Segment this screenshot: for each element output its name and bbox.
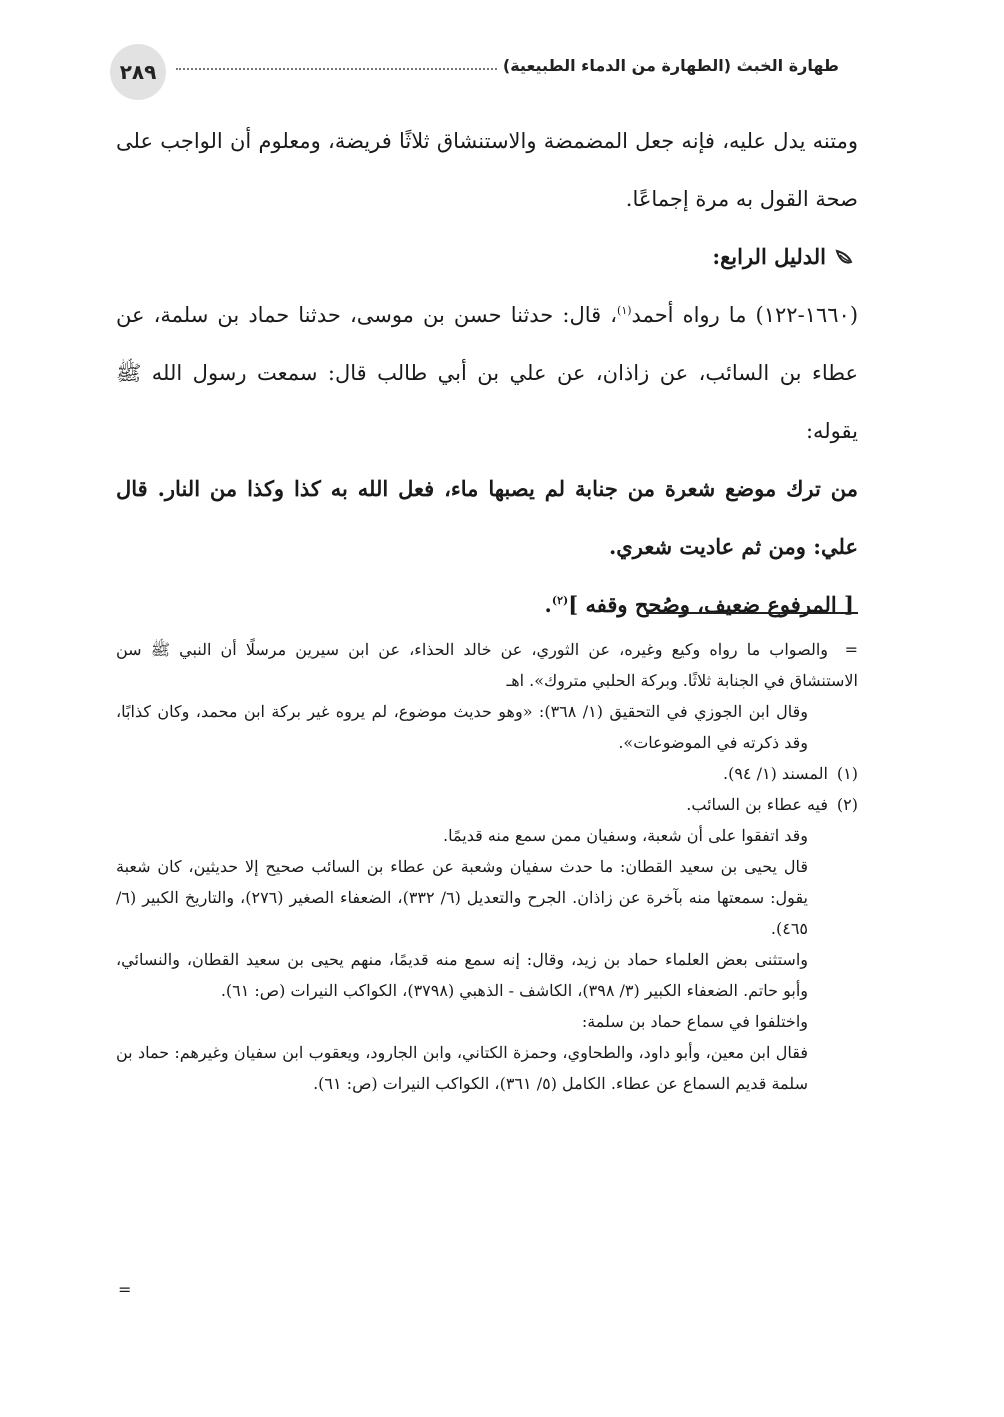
footnotes (116, 634, 858, 1099)
footnote-text: والصواب ما رواه وكيع وغيره، عن الثوري، عن خالد الحذاء، عن ابن سيرين مرسلًا أن النبي ﷺ سن الاستنشاق في الجنابة ثلاثًا. وبركة الحلبي متروك». اهـ (116, 640, 858, 690)
footnote-ref-1: (١) (617, 304, 632, 317)
section-heading-text: الدليل الرابع: (712, 244, 826, 269)
footnote-continuation-line (116, 634, 858, 696)
footnote-separator (646, 612, 858, 614)
hadith-grade (116, 576, 858, 634)
hadith-text: من ترك موضع شعرة من جنابة لم يصبها ماء، فعل الله به كذا وكذا من النار. قال علي: ومن ثم عاديت شعري. (116, 476, 858, 559)
paragraph-1: ومتنه يدل عليه، فإنه جعل المضمضة والاستنشاق ثلاثًا فريضة، ومعلوم أن الواجب على صحة القول به مرة إجماعًا. (116, 129, 858, 211)
paragraph-2-start: (١٦٦٠-١٢٢) ما رواه أحمد (631, 303, 859, 327)
page-number: ٢٨٩ (110, 44, 166, 100)
footnote-line: وقد اتفقوا على أن شعبة، وسفيان ممن سمع منه قديمًا. (443, 826, 808, 845)
footnote-2-text: فيه عطاء بن السائب. (686, 795, 828, 814)
running-title (497, 56, 845, 75)
footnote-2 (116, 789, 858, 820)
continuation-marker: = (844, 640, 858, 659)
hadith-grade-end: . (544, 592, 552, 617)
hadith-grade-text: [ المرفوع ضعيف، وصُحح وقفه ] (568, 592, 854, 617)
section-heading (116, 228, 858, 286)
footnote-line: واختلفوا في سماع حماد بن سلمة: (581, 1012, 808, 1031)
footnote-1-text: المسند (١/ ٩٤). (723, 764, 828, 783)
footnote-2-number: (٢) (836, 795, 858, 814)
footnote-line: قال يحيى بن سعيد القطان: ما حدث سفيان وشعبة عن عطاء بن السائب صحيح إلا حديثين، كان شعبة يقول: سمعتها منه بآخرة عن زاذان. الجرح والتعديل (٦/ ٣٣٢)، الضعفاء الصغير (٢٧٦)، والتاريخ الكبير (٦/ ٤٦٥). (116, 857, 808, 938)
footnote-line: وقال ابن الجوزي في التحقيق (١/ ٣٦٨): «وهو حديث موضوع، لم يروه غير بركة ابن محمد، وكان كذابًا، وقد ذكرته في الموضوعات». (116, 702, 808, 752)
continuation-end-marker: = (118, 1280, 132, 1299)
decorative-leaf-icon (834, 228, 854, 286)
main-text (116, 112, 858, 634)
footnote-line: فقال ابن معين، وأبو داود، والطحاوي، وحمزة الكتاني، وابن الجارود، ويعقوب ابن سفيان وغيرهم: حماد بن سلمة قديم السماع عن عطاء. الكامل (٥/ ٣٦١)، الكواكب النيرات (ص: ٦١). (116, 1043, 808, 1093)
footnote-line: واستثنى بعض العلماء حماد بن زيد، وقال: إنه سمع منه قديمًا، منهم يحيى بن سعيد القطان، والنسائي، وأبو حاتم. الضعفاء الكبير (٣/ ٣٩٨)، الكاشف - الذهبي (٣٧٩٨)، الكواكب النيرات (ص: ٦١). (116, 950, 808, 1000)
running-title-text: طهارة الخبث (الطهارة من الدماء الطبيعية) (497, 56, 845, 75)
footnote-ref-2: (٢) (551, 594, 569, 607)
paragraph-2 (116, 286, 858, 460)
footnote-1 (116, 758, 858, 789)
paragraph-2-rest: ، قال: حدثنا حسن بن موسى، حدثنا حماد بن سلمة، عن عطاء بن السائب، عن زاذان، عن علي بن أبي طالب قال: سمعت رسول الله ﷺ يقوله: (116, 303, 858, 443)
footnote-1-number: (١) (836, 764, 858, 783)
page-header (110, 44, 845, 104)
